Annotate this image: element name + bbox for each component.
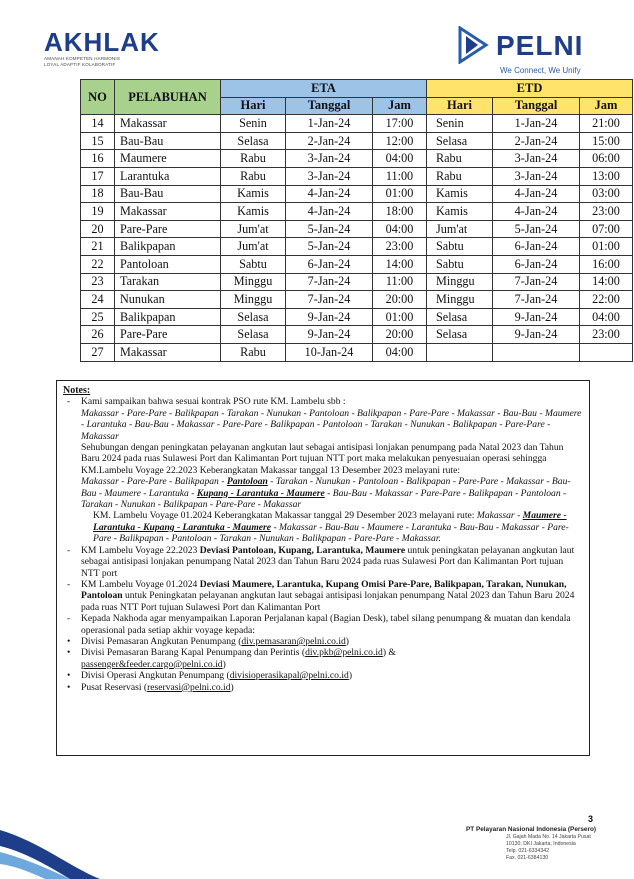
- notes-title: Notes:: [63, 385, 91, 396]
- cell-eta-time: 11:00: [373, 167, 427, 185]
- cell-etd-day: Kamis: [427, 185, 493, 203]
- cell-eta-day: Kamis: [221, 185, 286, 203]
- cell-eta-day: Minggu: [221, 273, 286, 291]
- table-row: [81, 238, 633, 256]
- table-row: [81, 273, 633, 291]
- contact-item-3: • Divisi Operasi Angkutan Penumpang (divisioperasikapal@pelni.co.id): [67, 670, 353, 682]
- cell-eta-date: 3-Jan-24: [286, 167, 373, 185]
- cell-eta-day: Kamis: [221, 203, 286, 221]
- cell-etd-time: 14:00: [580, 273, 633, 291]
- bullet-dot: •: [67, 681, 71, 693]
- bullet-dot: •: [67, 635, 71, 647]
- cell-etd-date: 7-Jan-24: [493, 291, 580, 309]
- bullet-dot: •: [67, 647, 71, 659]
- cell-port: Makassar: [115, 343, 221, 361]
- cell-etd-time: 06:00: [580, 150, 633, 168]
- cell-port: Pantoloan: [115, 255, 221, 273]
- akhlak-values-line1: AMANAH KOMPETEN HARMONIS: [44, 56, 121, 61]
- akhlak-values-line2: LOYAL ADAPTIF KOLABORATIF: [44, 62, 116, 67]
- company-name: PT Pelayaran Nasional Indonesia (Persero): [466, 826, 596, 833]
- cell-no: 20: [81, 220, 115, 238]
- table-row: [81, 185, 633, 203]
- cell-eta-date: 10-Jan-24: [286, 343, 373, 361]
- cell-etd-day: Senin: [427, 115, 493, 133]
- email-link-reservasi[interactable]: reservasi@pelni.co.id: [147, 681, 231, 693]
- note-1-route-voyage-22: Makassar - Pare-Pare - Balikpapan - Pantoloan - Tarakan - Nunukan - Pantoloan - Balikpapan - Pare-Pare - Makassar - Bau-Bau - Maumere - Larantuka - Kupang - Larantuka - Maumere - Bau-Bau - Makassar - Pare-Pare - Balikpapan - Pantoloan - Tarakan - Nunukan - Balikpapan - Pare-Pare - Makassar: [81, 476, 571, 511]
- cell-eta-time: 11:00: [373, 273, 427, 291]
- cell-etd-day: Sabtu: [427, 255, 493, 273]
- cell-eta-day: Selasa: [221, 326, 286, 344]
- cell-etd-date: 3-Jan-24: [493, 150, 580, 168]
- col-header-etd: ETD: [427, 80, 633, 98]
- cell-port: Nunukan: [115, 291, 221, 309]
- etd-col-date: Tanggal: [493, 97, 580, 115]
- cell-eta-date: 1-Jan-24: [286, 115, 373, 133]
- cell-eta-date: 9-Jan-24: [286, 308, 373, 326]
- cell-eta-time: 12:00: [373, 132, 427, 150]
- note-1-paragraph: Sehubungan dengan peningkatan pelayanan angkutan laut sebagai antisipasi lonjakan penumpang pada Natal 2023 dan Tahun Baru 2024 pada ruas Sulawesi Port dan Kalimantan Port tujuan NTT port maka melakukan penyesuaian operasi sehingga KM.Lambelu Voyage 22.2023 Keberangkatan Makassar tanggal 13 Desember 2023 melayani rute:: [81, 442, 564, 476]
- cell-no: 27: [81, 343, 115, 361]
- cell-etd-day: Selasa: [427, 132, 493, 150]
- cell-no: 23: [81, 273, 115, 291]
- cell-etd-time: 16:00: [580, 255, 633, 273]
- note-item-4: - Kepada Nakhoda agar menyampaikan Laporan Perjalanan kapal (Bagian Desk), tabel silang penumpang & muatan dan kendala operasional pada setiap akhir voyage kepada:: [67, 613, 571, 636]
- cell-eta-day: Rabu: [221, 150, 286, 168]
- cell-etd-time: 01:00: [580, 238, 633, 256]
- etd-col-time: Jam: [580, 97, 633, 115]
- cell-eta-time: 01:00: [373, 308, 427, 326]
- cell-etd-day: [427, 343, 493, 361]
- email-link-pemasaran[interactable]: div.pemasaran@pelni.co.id: [241, 635, 346, 647]
- contact-item-1: • Divisi Pemasaran Angkutan Penumpang (div.pemasaran@pelni.co.id): [67, 635, 349, 647]
- cell-etd-day: Minggu: [427, 273, 493, 291]
- cell-etd-date: 4-Jan-24: [493, 185, 580, 203]
- dash-bullet: -: [67, 396, 71, 408]
- cell-no: 16: [81, 150, 115, 168]
- cell-etd-date: 7-Jan-24: [493, 273, 580, 291]
- note-item-1: [63, 396, 583, 407]
- cell-no: 25: [81, 308, 115, 326]
- schedule-table: [80, 79, 633, 362]
- cell-eta-time: 17:00: [373, 115, 427, 133]
- cell-port: Makassar: [115, 203, 221, 221]
- schedule-body: [81, 115, 633, 361]
- cell-etd-day: Jum'at: [427, 220, 493, 238]
- col-header-port: PELABUHAN: [115, 80, 221, 115]
- table-row: [81, 255, 633, 273]
- cell-no: 19: [81, 203, 115, 221]
- table-row: [81, 150, 633, 168]
- cell-eta-time: 04:00: [373, 220, 427, 238]
- cell-etd-day: Kamis: [427, 203, 493, 221]
- cell-etd-day: Rabu: [427, 150, 493, 168]
- pelni-logo: [456, 26, 606, 76]
- cell-etd-day: Sabtu: [427, 238, 493, 256]
- cell-no: 15: [81, 132, 115, 150]
- cell-eta-day: Selasa: [221, 308, 286, 326]
- dash-bullet: -: [67, 613, 71, 625]
- cell-eta-day: Rabu: [221, 167, 286, 185]
- cell-etd-time: 23:00: [580, 203, 633, 221]
- cell-port: Balikpapan: [115, 308, 221, 326]
- table-row: [81, 220, 633, 238]
- company-address-line2: 10130, DKI Jakarta, Indonesia: [506, 841, 576, 847]
- bullet-dot: •: [67, 670, 71, 682]
- cell-etd-date: 5-Jan-24: [493, 220, 580, 238]
- note-item-3: - KM Lambelu Voyage 01.2024 Deviasi Maumere, Larantuka, Kupang Omisi Pare-Pare, Balikpapan, Tarakan, Nunukan, Pantoloan untuk Peningkatan pelayanan angkutan laut sebagai antisipasi lonjakan penumpang Natal 2023 dan Tahun Baru 2024 pada ruas NTT Port tujuan Sulawesi Port dan Kalimantan Port: [67, 578, 575, 613]
- cell-etd-date: 9-Jan-24: [493, 326, 580, 344]
- akhlak-wordmark: AKHLAK: [44, 27, 160, 57]
- cell-eta-time: 18:00: [373, 203, 427, 221]
- cell-eta-date: 7-Jan-24: [286, 273, 373, 291]
- cell-etd-day: Selasa: [427, 308, 493, 326]
- cell-eta-date: 4-Jan-24: [286, 203, 373, 221]
- note-1-route-voyage-01: KM. Lambelu Voyage 01.2024 Keberangkatan Makassar tanggal 29 Desember 2023 melayani rute: Makassar - Maumere - Larantuka - Kupang - Larantuka - Maumere - Makassar - Bau-Bau - Maumere - Larantuka - Bau-Bau - Makassar - Pare-Pare - Balikpapan - Pantoloan - Tarakan - Nunukan - Balikpapan - Pare-Pare - Makassar.: [93, 510, 569, 545]
- cell-eta-time: 20:00: [373, 291, 427, 309]
- table-row: [81, 291, 633, 309]
- cell-eta-day: Jum'at: [221, 238, 286, 256]
- pelni-emblem-icon: [456, 26, 490, 64]
- pelni-tagline: We Connect, We Unify: [500, 66, 581, 75]
- cell-etd-time: 21:00: [580, 115, 633, 133]
- cell-eta-date: 2-Jan-24: [286, 132, 373, 150]
- table-row: [81, 203, 633, 221]
- cell-eta-day: Minggu: [221, 291, 286, 309]
- cell-port: Bau-Bau: [115, 132, 221, 150]
- note-item-2: - KM Lambelu Voyage 22.2023 Deviasi Pantoloan, Kupang, Larantuka, Maumere untuk peningkatan pelayanan angkutan laut sebagai antisipasi lonjakan penumpang Natal 2023 dan Tahun Baru 2024 pada ruas Sulawesi Port dan Kalimantan Port tujuan NTT port: [67, 544, 575, 579]
- cell-etd-date: 2-Jan-24: [493, 132, 580, 150]
- cell-etd-date: 6-Jan-24: [493, 255, 580, 273]
- eta-col-time: Jam: [373, 97, 427, 115]
- col-header-eta: ETA: [221, 80, 427, 98]
- table-row: [81, 115, 633, 133]
- table-row: [81, 167, 633, 185]
- cell-eta-day: Rabu: [221, 343, 286, 361]
- cell-etd-date: 3-Jan-24: [493, 167, 580, 185]
- cell-no: 18: [81, 185, 115, 203]
- dash-bullet: -: [67, 544, 71, 556]
- cell-eta-date: 3-Jan-24: [286, 150, 373, 168]
- company-address-block: [466, 826, 616, 862]
- cell-no: 26: [81, 326, 115, 344]
- cell-port: Pare-Pare: [115, 220, 221, 238]
- note-1-pso-route: Makassar - Pare-Pare - Balikpapan - Tarakan - Nunukan - Pantoloan - Balikpapan - Pare-Pare - Makassar - Bau-Bau - Maumere - Larantuka - Bau-Bau - Makassar - Pare-Pare - Balikpapan - Pantoloan - Tarakan - Nunukan - Balikpapan - Pare-Pare - Makassar: [81, 407, 582, 442]
- email-link-operasi[interactable]: divisioperasikapal@pelni.co.id: [229, 670, 349, 682]
- cell-eta-date: 9-Jan-24: [286, 326, 373, 344]
- akhlak-logo: [44, 27, 160, 68]
- cell-eta-date: 4-Jan-24: [286, 185, 373, 203]
- cell-eta-date: 5-Jan-24: [286, 220, 373, 238]
- cell-eta-time: 23:00: [373, 238, 427, 256]
- company-address-line1: Jl. Gajah Mada No. 14 Jakarta Pusat: [506, 834, 591, 840]
- note-1-intro: Kami sampaikan bahwa sesuai kontrak PSO rute KM. Lambelu sbb :: [81, 396, 346, 408]
- table-row: [81, 308, 633, 326]
- cell-no: 21: [81, 238, 115, 256]
- eta-col-day: Hari: [221, 97, 286, 115]
- cell-port: Makassar: [115, 115, 221, 133]
- cell-port: Pare-Pare: [115, 326, 221, 344]
- contact-item-2: • Divisi Pemasaran Barang Kapal Penumpang dan Perintis (div.pkb@pelni.co.id) & passenger&feeder.cargo@pelni.co.id): [67, 647, 396, 670]
- cell-eta-time: 04:00: [373, 150, 427, 168]
- cell-no: 22: [81, 255, 115, 273]
- cell-no: 17: [81, 167, 115, 185]
- eta-col-date: Tanggal: [286, 97, 373, 115]
- cell-eta-time: 01:00: [373, 185, 427, 203]
- cell-etd-time: 07:00: [580, 220, 633, 238]
- cell-etd-date: 6-Jan-24: [493, 238, 580, 256]
- cell-port: Bau-Bau: [115, 185, 221, 203]
- table-row: [81, 132, 633, 150]
- page-number: 3: [588, 814, 594, 824]
- company-phone: Telp. 021-6334342: [506, 848, 549, 854]
- cell-etd-time: [580, 343, 633, 361]
- col-header-no: NO: [81, 80, 115, 115]
- pelni-wordmark: PELNI: [496, 30, 584, 61]
- cell-no: 14: [81, 115, 115, 133]
- cell-eta-day: Selasa: [221, 132, 286, 150]
- email-link-feeder-cargo[interactable]: passenger&feeder.cargo@pelni.co.id: [81, 658, 223, 670]
- cell-etd-day: Selasa: [427, 326, 493, 344]
- cell-eta-time: 20:00: [373, 326, 427, 344]
- company-fax: Fax. 021-6384130: [506, 855, 549, 861]
- cell-no: 24: [81, 291, 115, 309]
- cell-eta-date: 7-Jan-24: [286, 291, 373, 309]
- table-row: [81, 343, 633, 361]
- cell-etd-time: 03:00: [580, 185, 633, 203]
- cell-eta-day: Senin: [221, 115, 286, 133]
- cell-etd-time: 15:00: [580, 132, 633, 150]
- cell-etd-day: Rabu: [427, 167, 493, 185]
- cell-etd-time: 04:00: [580, 308, 633, 326]
- cell-etd-time: 13:00: [580, 167, 633, 185]
- email-link-pkb[interactable]: div.pkb@pelni.co.id: [305, 647, 383, 659]
- cell-etd-date: 4-Jan-24: [493, 203, 580, 221]
- cell-port: Maumere: [115, 150, 221, 168]
- cell-port: Balikpapan: [115, 238, 221, 256]
- cell-etd-time: 22:00: [580, 291, 633, 309]
- cell-etd-time: 23:00: [580, 326, 633, 344]
- cell-eta-date: 5-Jan-24: [286, 238, 373, 256]
- cell-etd-day: Minggu: [427, 291, 493, 309]
- etd-col-day: Hari: [427, 97, 493, 115]
- dash-bullet: -: [67, 578, 71, 590]
- cell-eta-date: 6-Jan-24: [286, 255, 373, 273]
- cell-etd-date: 1-Jan-24: [493, 115, 580, 133]
- cell-etd-date: [493, 343, 580, 361]
- cell-etd-date: 9-Jan-24: [493, 308, 580, 326]
- table-row: [81, 326, 633, 344]
- cell-port: Larantuka: [115, 167, 221, 185]
- cell-eta-time: 14:00: [373, 255, 427, 273]
- notes-box: [56, 380, 590, 756]
- cell-port: Tarakan: [115, 273, 221, 291]
- footer-swoosh-graphic: [0, 812, 140, 879]
- cell-eta-time: 04:00: [373, 343, 427, 361]
- cell-eta-day: Jum'at: [221, 220, 286, 238]
- contact-item-4: • Pusat Reservasi (reservasi@pelni.co.id): [67, 681, 234, 693]
- cell-eta-day: Sabtu: [221, 255, 286, 273]
